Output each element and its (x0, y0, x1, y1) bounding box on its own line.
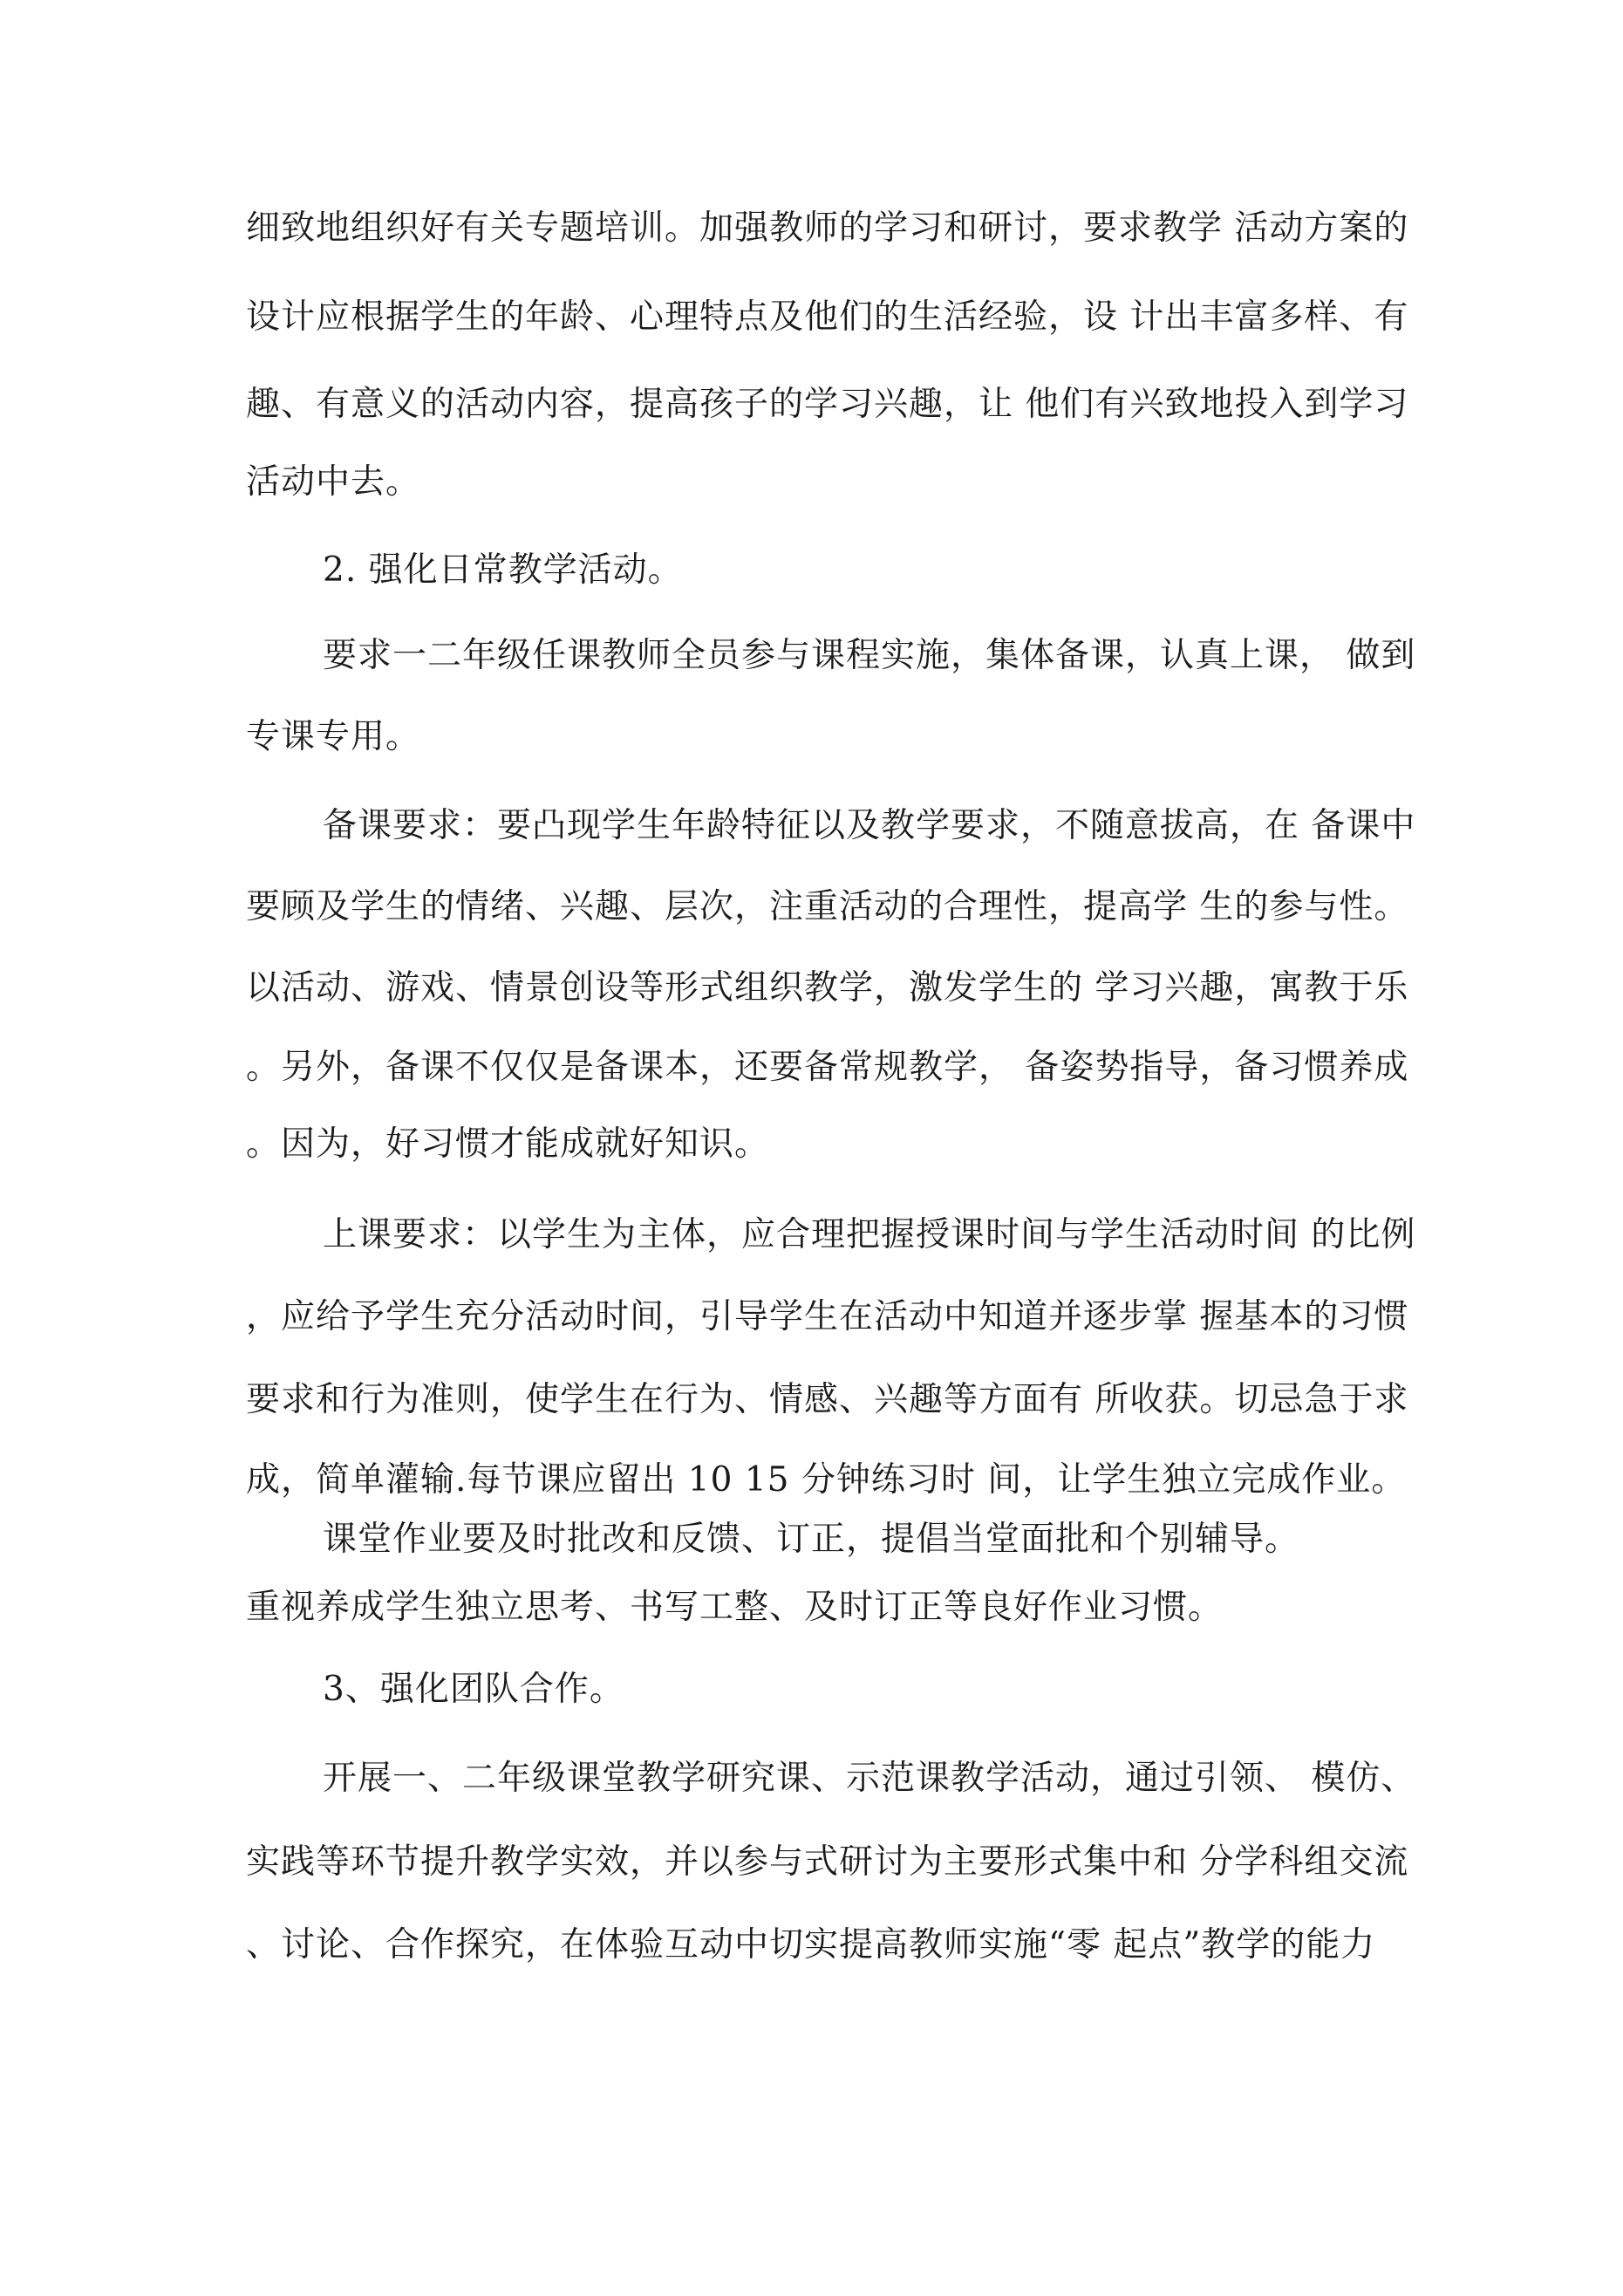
text-line: 要求一二年级任课教师全员参与课程实施，集体备课，认真上课， 做到 (323, 636, 1416, 675)
text-line: 备课要求：要凸现学生年龄特征以及教学要求，不随意拔高，在 备课中 (323, 806, 1416, 845)
text-line: 重视养成学生独立思考、书写工整、及时订正等良好作业习惯。 (246, 1588, 1224, 1627)
text-line: 开展一、二年级课堂教学研究课、示范课教学活动，通过引领、 模仿、 (323, 1759, 1416, 1798)
text-line: 要求和行为准则，使学生在行为、情感、兴趣等方面有 所收获。切忌急于求 (246, 1380, 1409, 1419)
text-line: 趣、有意义的活动内容，提高孩子的学习兴趣，让 他们有兴致地投入到学习 (246, 385, 1409, 424)
text-line: 课堂作业要及时批改和反馈、订正，提倡当堂面批和个别辅导。 (323, 1520, 1300, 1559)
text-line: 。因为，好习惯才能成就好知识。 (246, 1124, 770, 1164)
text-line: 活动中去。 (246, 462, 421, 502)
section-heading: 2. 强化日常教学活动。 (323, 550, 683, 590)
text-line: 要顾及学生的情绪、兴趣、层次，注重活动的合理性，提高学 生的参与性。 (246, 887, 1409, 926)
text-line: 专课专用。 (246, 717, 421, 756)
text-line: 细致地组织好有关专题培训。加强教师的学习和研讨，要求教学 活动方案的 (246, 208, 1409, 248)
section-heading: 3、强化团队合作。 (323, 1670, 624, 1709)
text-line: 设计应根据学生的年龄、心理特点及他们的生活经验，设 计出丰富多样、有 (246, 297, 1409, 337)
text-line: ，应给予学生充分活动时间，引导学生在活动中知道并逐步掌 握基本的习惯 (246, 1297, 1409, 1336)
text-line: 、讨论、合作探究，在体验互动中切实提高教师实施“零 起点”教学的能力 (246, 1925, 1376, 1965)
text-line: 上课要求：以学生为主体，应合理把握授课时间与学生活动时间 的比例 (323, 1215, 1416, 1254)
text-line: 。另外，备课不仅仅是备课本，还要备常规教学， 备姿势指导，备习惯养成 (246, 1048, 1409, 1087)
text-line: 实践等环节提升教学实效，并以参与式研讨为主要形式集中和 分学科组交流 (246, 1842, 1409, 1882)
text-line: 以活动、游戏、情景创设等形式组织教学，激发学生的 学习兴趣，寓教于乐 (246, 968, 1409, 1008)
text-line: 成，简单灌输.每节课应留出 10 15 分钟练习时 间，让学生独立完成作业。 (246, 1460, 1407, 1500)
